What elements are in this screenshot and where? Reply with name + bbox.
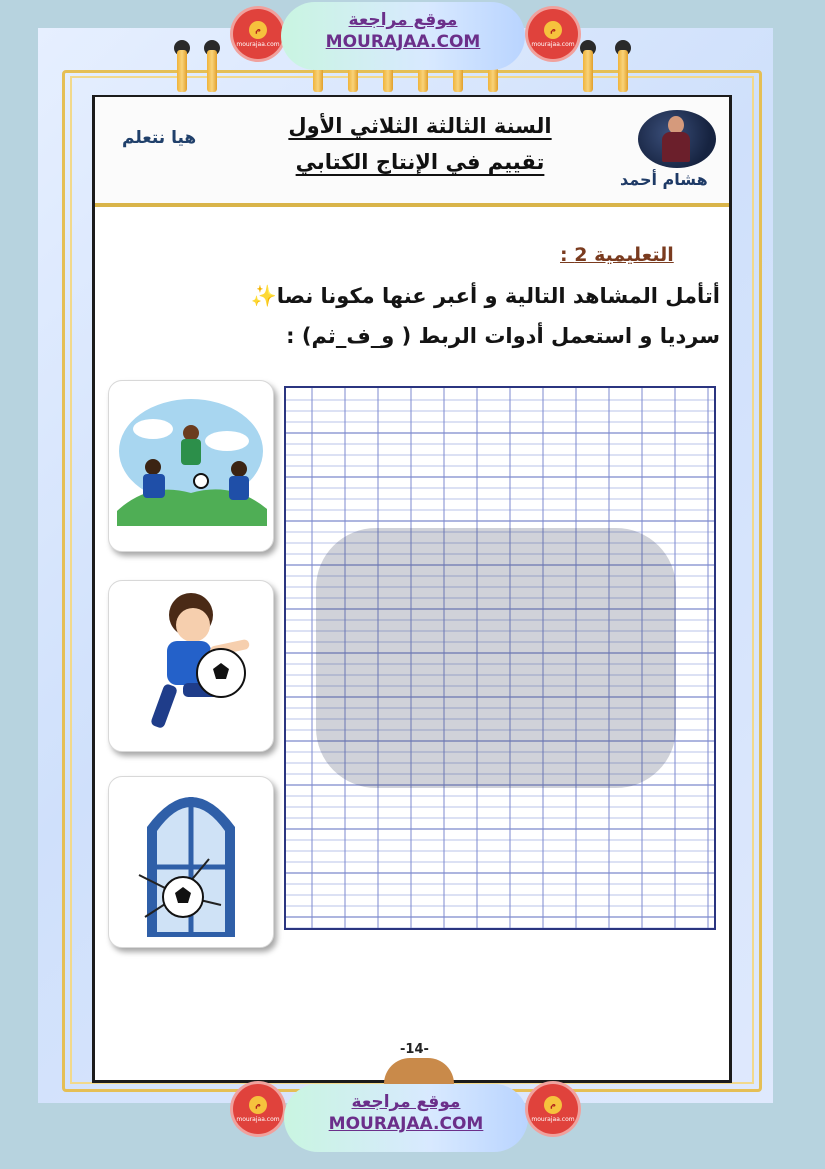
child-kicking-ball-scene — [109, 581, 273, 751]
badge-caption: mourajaa.com — [236, 1116, 280, 1123]
mourajaa-pill-bottom[interactable] — [284, 1084, 528, 1152]
ball-breaking-window-scene — [109, 777, 273, 947]
brand-right-label: هشام أحمد — [620, 170, 708, 189]
instruction-line1-text: أتأمل المشاهد التالية و أعبر عنها مكونا نصا — [276, 284, 720, 308]
badge-caption: mourajaa.com — [531, 1116, 575, 1123]
mourajaa-badge-icon: م mourajaa.com — [233, 1084, 283, 1134]
instruction-line1 — [110, 284, 720, 309]
mourajaa-badge-icon: م mourajaa.com — [528, 1084, 578, 1134]
badge-caption: mourajaa.com — [236, 41, 280, 48]
mourajaa-arabic-bottom: موقع مراجعة — [351, 1092, 461, 1112]
brand-left-label: هيا نتعلم — [122, 128, 197, 148]
picture-card-1 — [108, 380, 274, 552]
mourajaa-latin-top: MOURAJAA.COM — [325, 32, 481, 52]
header-title-line2: تقييم في الإنتاج الكتابي — [295, 150, 545, 174]
header-title-line1: السنة الثالثة الثلاثي الأول — [288, 114, 552, 138]
badge-caption: mourajaa.com — [531, 41, 575, 48]
mourajaa-latin-bottom: MOURAJAA.COM — [328, 1114, 484, 1134]
mourajaa-arabic-top: موقع مراجعة — [348, 10, 458, 30]
mourajaa-badge-icon: م mourajaa.com — [233, 9, 283, 59]
instruction-label: التعليمية 2 : — [560, 244, 674, 266]
children-playing-football-scene — [109, 381, 273, 551]
writing-grid[interactable] — [284, 386, 716, 930]
picture-card-2 — [108, 580, 274, 752]
mourajaa-pill-top[interactable] — [281, 2, 525, 70]
teacher-watermark-image — [316, 528, 676, 788]
teacher-avatar — [638, 110, 716, 168]
page-number: -14- — [400, 1042, 429, 1057]
instruction-line2: سرديا و استعمل أدوات الربط ( و_ف_ثم) : — [286, 324, 720, 348]
picture-card-3 — [108, 776, 274, 948]
sparkle-icon: ✨ — [250, 284, 277, 308]
mourajaa-badge-icon: م mourajaa.com — [528, 9, 578, 59]
